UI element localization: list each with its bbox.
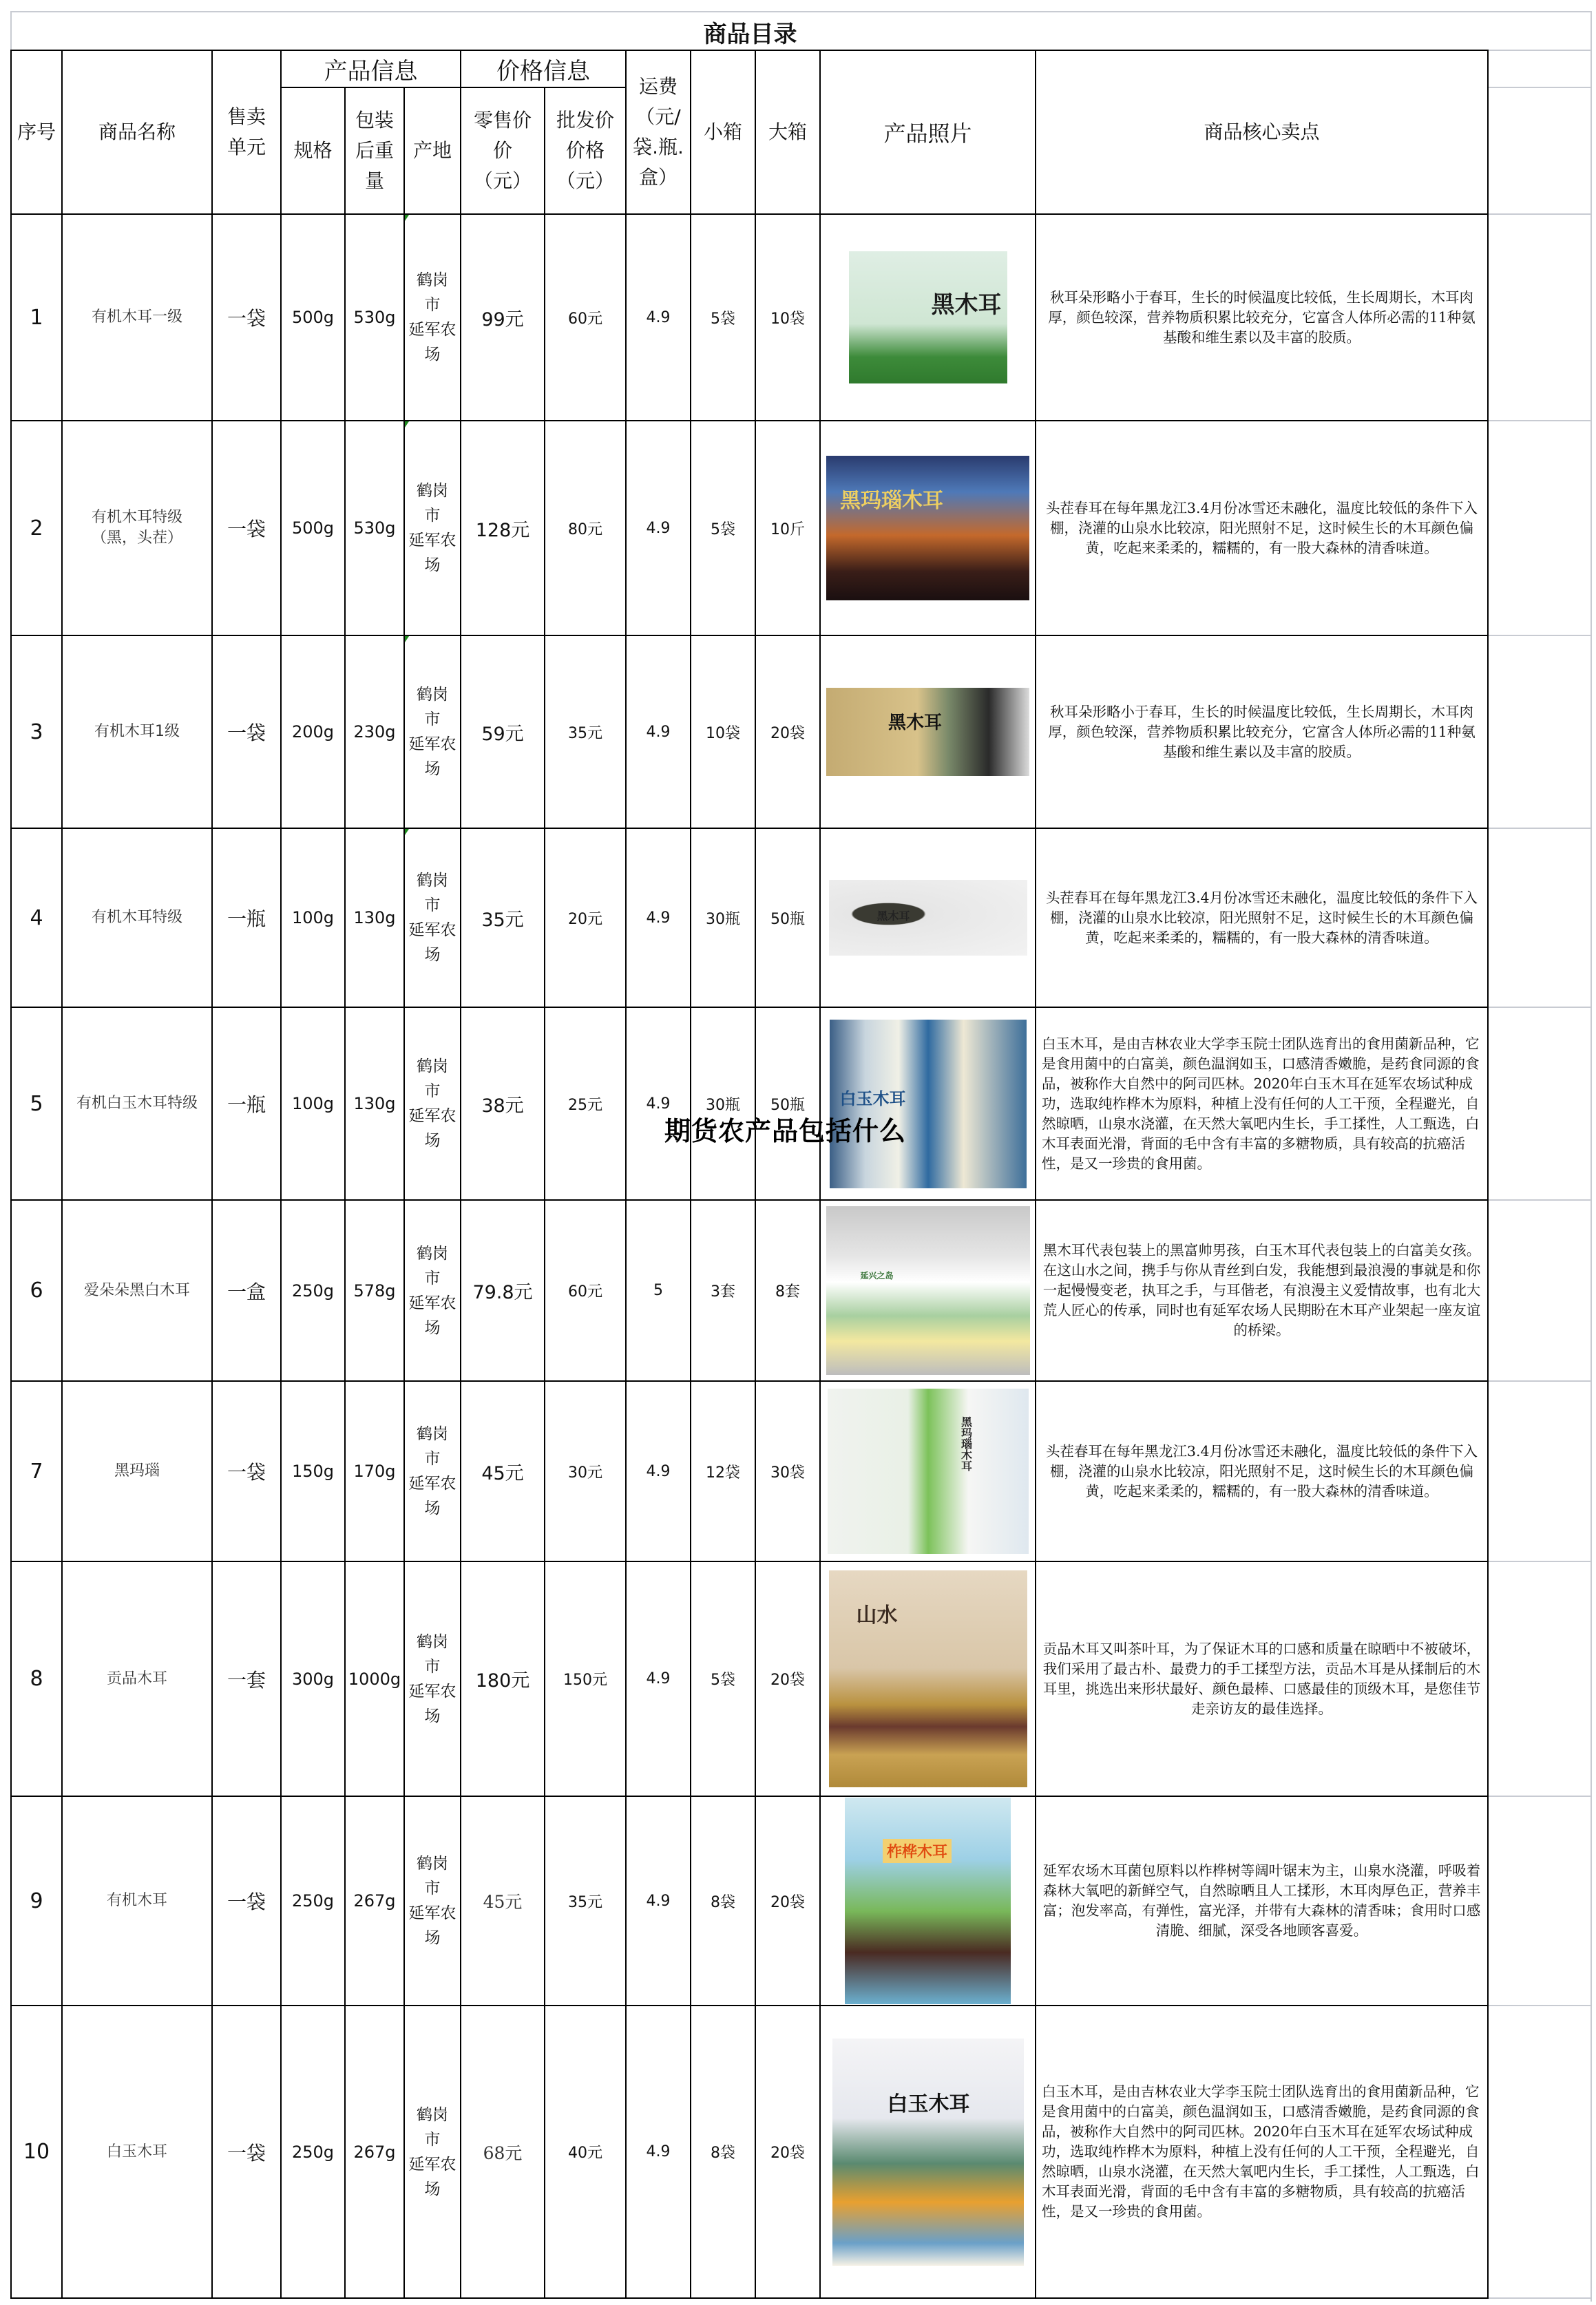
cell-large-box: 20袋 [755, 1561, 820, 1796]
cell-origin: 鹤岗 市 延军农 场 [404, 1561, 461, 1796]
photo-label: 黑木耳 [888, 713, 943, 733]
cell-seq: 6 [11, 1200, 62, 1381]
page-title: 商品目录 [703, 20, 797, 48]
cell-selling-point: 延军农场木耳菌包原料以柞桦树等阔叶锯末为主，山泉水浇灌，呼吸着森林大氧吧的新鲜空气，自然晾晒且人工揉形，木耳肉厚色正，营养丰富；泡发率高，有弹性，富光泽，并带有大森林的清香味；食用时口感清脆、细腻，深受各地顾客喜爱。 [1036, 1796, 1488, 2006]
watermark-text: 期货农产品包括什么 [664, 1116, 907, 1146]
grid-line [1487, 1561, 1590, 1562]
cell-origin: 鹤岗 市 延军农 场 [404, 1796, 461, 2006]
grid-line [1487, 1199, 1590, 1201]
cell-spec: 100g [281, 828, 345, 1007]
photo-label: 白玉木耳 [839, 1088, 906, 1108]
cell-large-box: 30袋 [755, 1381, 820, 1561]
cell-origin: 鹤岗 市 延军农 场 [404, 1200, 461, 1381]
cell-photo [820, 1200, 1036, 1381]
comment-marker-icon [405, 636, 409, 642]
grid-line [1487, 1007, 1590, 1008]
cell-selling-point: 白玉木耳，是由吉林农业大学李玉院士团队选育出的食用菌新品种，它是食用菌中的白富美，颜色温润如玉，口感清香嫩脆，是药食同源的食品，被称作大自然中的阿司匹林。2020年白玉木耳在延军农场试种成功，选取纯柞桦木为原料，种植上没有任何的人工干预，全程避光，自然晾晒，山泉水浇灌，在天然大氧吧内生长，手工揉性，人工甄选，白木耳表面光滑，背面的毛中含有丰富的多糖物质，具有较高的抗癌活性，是又一珍贵的食用菌。 [1036, 2006, 1488, 2298]
cell-spec: 100g [281, 1007, 345, 1200]
cell-selling-point: 头茬春耳在每年黑龙江3.4月份冰雪还未融化，温度比较低的条件下入棚，浇灌的山泉水比较凉，阳光照射不足，这时候生长的木耳颜色偏黄，吃起来柔柔的，糯糯的，有一股大森林的清香味道。 [1036, 1381, 1488, 1561]
cell-packed-weight: 267g [345, 1796, 404, 2006]
cell-retail-price: 38元 [461, 1007, 545, 1200]
header-wholesale-price: 批发价 价格 （元） [545, 87, 626, 214]
cell-unit: 一套 [212, 1561, 281, 1796]
header-group-price-info: 价格信息 [461, 50, 626, 87]
cell-wholesale-price: 80元 [545, 421, 626, 635]
cell-seq: 4 [11, 828, 62, 1007]
cell-photo [820, 1007, 1036, 1200]
grid-line [1487, 50, 1590, 51]
product-photo [826, 456, 1029, 600]
cell-seq: 8 [11, 1561, 62, 1796]
cell-origin: 鹤岗 市 延军农 场 [404, 421, 461, 635]
cell-small-box: 30瓶 [691, 1007, 755, 1200]
cell-small-box: 5袋 [691, 421, 755, 635]
cell-wholesale-price: 30元 [545, 1381, 626, 1561]
cell-retail-price: 99元 [461, 214, 545, 421]
cell-retail-price: 45元 [461, 1796, 545, 2006]
cell-shipping: 4.9 [626, 1561, 691, 1796]
header-name: 商品名称 [62, 50, 212, 214]
cell-large-box: 20袋 [755, 635, 820, 828]
cell-origin: 鹤岗 市 延军农 场 [404, 2006, 461, 2298]
cell-shipping: 4.9 [626, 421, 691, 635]
header-packed-weight: 包装 后重 量 [345, 87, 404, 214]
cell-small-box: 12袋 [691, 1381, 755, 1561]
cell-seq: 10 [11, 2006, 62, 2298]
header-spec: 规格 [281, 87, 345, 214]
cell-selling-point: 秋耳朵形略小于春耳，生长的时候温度比较低，生长周期长，木耳肉厚，颜色较深，营养物质积累比较充分，它富含人体所必需的11种氨基酸和维生素以及丰富的胶质。 [1036, 214, 1488, 421]
cell-seq: 1 [11, 214, 62, 421]
cell-name: 有机木耳1级 [62, 635, 212, 828]
cell-unit: 一袋 [212, 2006, 281, 2298]
cell-large-box: 20袋 [755, 1796, 820, 2006]
cell-retail-price: 180元 [461, 1561, 545, 1796]
grid-line [1487, 213, 1590, 215]
cell-name: 黑玛瑙 [62, 1381, 212, 1561]
cell-seq: 3 [11, 635, 62, 828]
product-photo [832, 2039, 1024, 2266]
grid-line [1487, 87, 1590, 88]
cell-retail-price: 79.8元 [461, 1200, 545, 1381]
cell-large-box: 10斤 [755, 421, 820, 635]
comment-marker-icon [405, 215, 409, 221]
product-catalog-table [10, 50, 1489, 2299]
photo-label: 黑玛瑙木耳 [959, 1416, 973, 1471]
cell-small-box: 5袋 [691, 214, 755, 421]
cell-wholesale-price: 35元 [545, 1796, 626, 2006]
cell-origin: 鹤岗 市 延军农 场 [404, 635, 461, 828]
cell-unit: 一袋 [212, 421, 281, 635]
cell-photo [820, 2006, 1036, 2298]
cell-spec: 250g [281, 2006, 345, 2298]
header-origin: 产地 [404, 87, 461, 214]
photo-label: 山水 [856, 1603, 898, 1628]
cell-photo [820, 1381, 1036, 1561]
cell-small-box: 8袋 [691, 2006, 755, 2298]
cell-name: 爱朵朵黑白木耳 [62, 1200, 212, 1381]
cell-shipping: 4.9 [626, 1796, 691, 2006]
cell-unit: 一袋 [212, 1796, 281, 2006]
header-unit: 售卖 单元 [212, 50, 281, 214]
cell-large-box: 50瓶 [755, 1007, 820, 1200]
cell-name: 有机白玉木耳特级 [62, 1007, 212, 1200]
cell-shipping: 4.9 [626, 214, 691, 421]
spreadsheet-empty-column [1487, 11, 1592, 2302]
grid-line [1487, 2297, 1590, 2299]
table-row [11, 1561, 1488, 1796]
grid-line [1487, 1796, 1590, 1797]
header-large-box: 大箱 [755, 50, 820, 214]
table-row [11, 2006, 1488, 2298]
header-group-product-info: 产品信息 [281, 50, 461, 87]
cell-spec: 150g [281, 1381, 345, 1561]
cell-selling-point: 白玉木耳，是由吉林农业大学李玉院士团队选育出的食用菌新品种，它是食用菌中的白富美，颜色温润如玉，口感清香嫩脆，是药食同源的食品，被称作大自然中的阿司匹林。2020年白玉木耳在延军农场试种成功，选取纯柞桦木为原料，种植上没有任何的人工干预，全程避光，自然晾晒，山泉水浇灌，在天然大氧吧内生长，手工揉性，人工甄选，白木耳表面光滑，背面的毛中含有丰富的多糖物质，具有较高的抗癌活性，是又一珍贵的食用菌。 [1036, 1007, 1488, 1200]
cell-selling-point: 秋耳朵形略小于春耳，生长的时候温度比较低，生长周期长，木耳肉厚，颜色较深，营养物质积累比较充分，它富含人体所必需的11种氨基酸和维生素以及丰富的胶质。 [1036, 635, 1488, 828]
header-small-box: 小箱 [691, 50, 755, 214]
cell-packed-weight: 130g [345, 1007, 404, 1200]
cell-packed-weight: 530g [345, 214, 404, 421]
product-photo [826, 1206, 1030, 1375]
comment-marker-icon [405, 829, 409, 835]
cell-wholesale-price: 60元 [545, 214, 626, 421]
cell-selling-point: 黑木耳代表包装上的黑富帅男孩，白玉木耳代表包装上的白富美女孩。在这山水之间，携手与你从青丝到白发，我能想到最浪漫的事就是和你一起慢慢变老，执耳之手，与耳偕老，有浪漫主义爱情故事，也有北大荒人匠心的传承，同时也有延军农场人民期盼在木耳产业架起一座友谊的桥梁。 [1036, 1200, 1488, 1381]
cell-small-box: 5袋 [691, 1561, 755, 1796]
photo-label: 黑玛瑙木耳 [840, 489, 943, 513]
product-photo [829, 880, 1027, 956]
cell-large-box: 10袋 [755, 214, 820, 421]
table-row [11, 1007, 1488, 1200]
cell-wholesale-price: 40元 [545, 2006, 626, 2298]
cell-wholesale-price: 60元 [545, 1200, 626, 1381]
product-photo [828, 1389, 1029, 1554]
cell-packed-weight: 267g [345, 2006, 404, 2298]
cell-spec: 500g [281, 214, 345, 421]
cell-photo [820, 828, 1036, 1007]
photo-label: 黑木耳 [931, 291, 1002, 319]
cell-shipping: 4.9 [626, 1381, 691, 1561]
cell-photo [820, 421, 1036, 635]
cell-unit: 一瓶 [212, 1007, 281, 1200]
cell-origin: 鹤岗 市 延军农 场 [404, 1381, 461, 1561]
cell-photo [820, 635, 1036, 828]
cell-large-box: 50瓶 [755, 828, 820, 1007]
header-seq: 序号 [11, 50, 62, 214]
cell-seq: 7 [11, 1381, 62, 1561]
cell-selling-point: 头茬春耳在每年黑龙江3.4月份冰雪还未融化，温度比较低的条件下入棚，浇灌的山泉水比较凉，阳光照射不足，这时候生长的木耳颜色偏黄，吃起来柔柔的，糯糯的，有一股大森林的清香味道。 [1036, 421, 1488, 635]
cell-packed-weight: 130g [345, 828, 404, 1007]
cell-seq: 5 [11, 1007, 62, 1200]
table-row [11, 214, 1488, 421]
cell-name: 贡品木耳 [62, 1561, 212, 1796]
photo-label: 延兴之岛 [860, 1271, 894, 1281]
cell-seq: 9 [11, 1796, 62, 2006]
cell-selling-point: 头茬春耳在每年黑龙江3.4月份冰雪还未融化，温度比较低的条件下入棚，浇灌的山泉水比较凉，阳光照射不足，这时候生长的木耳颜色偏黄，吃起来柔柔的，糯糯的，有一股大森林的清香味道。 [1036, 828, 1488, 1007]
photo-label: 柞桦木耳 [883, 1839, 952, 1863]
product-photo [829, 1570, 1027, 1787]
cell-name: 有机木耳特级 [62, 828, 212, 1007]
cell-wholesale-price: 20元 [545, 828, 626, 1007]
cell-small-box: 30瓶 [691, 828, 755, 1007]
cell-name: 有机木耳特级 （黑，头茬） [62, 421, 212, 635]
cell-origin: 鹤岗 市 延军农 场 [404, 1007, 461, 1200]
product-photo [849, 251, 1007, 383]
cell-large-box: 20袋 [755, 2006, 820, 2298]
product-photo [830, 1020, 1027, 1188]
cell-packed-weight: 530g [345, 421, 404, 635]
grid-line [1487, 635, 1590, 636]
cell-spec: 200g [281, 635, 345, 828]
table-row [11, 635, 1488, 828]
cell-small-box: 10袋 [691, 635, 755, 828]
cell-small-box: 3套 [691, 1200, 755, 1381]
cell-shipping: 4.9 [626, 635, 691, 828]
cell-packed-weight: 578g [345, 1200, 404, 1381]
cell-shipping: 4.9 [626, 828, 691, 1007]
cell-packed-weight: 230g [345, 635, 404, 828]
cell-unit: 一袋 [212, 214, 281, 421]
cell-small-box: 8袋 [691, 1796, 755, 2006]
cell-unit: 一袋 [212, 635, 281, 828]
cell-name: 有机木耳 [62, 1796, 212, 2006]
cell-spec: 300g [281, 1561, 345, 1796]
header-selling-points: 商品核心卖点 [1036, 50, 1488, 214]
product-photo [826, 688, 1029, 776]
cell-retail-price: 68元 [461, 2006, 545, 2298]
cell-origin: 鹤岗 市 延军农 场 [404, 828, 461, 1007]
grid-line [1487, 828, 1590, 829]
cell-packed-weight: 1000g [345, 1561, 404, 1796]
cell-selling-point: 贡品木耳又叫茶叶耳，为了保证木耳的口感和质量在晾晒中不被破坏，我们采用了最古朴、最费力的手工揉型方法，贡品木耳是从揉制后的木耳里，挑选出来形状最好、颜色最棒、口感最佳的顶级木耳，是您佳节走亲访友的最佳选择。 [1036, 1561, 1488, 1796]
cell-origin: 鹤岗 市 延军农 场 [404, 214, 461, 421]
cell-name: 白玉木耳 [62, 2006, 212, 2298]
cell-unit: 一盒 [212, 1200, 281, 1381]
cell-wholesale-price: 35元 [545, 635, 626, 828]
cell-shipping: 4.9 [626, 1007, 691, 1200]
catalog-title [10, 11, 1489, 51]
cell-large-box: 8套 [755, 1200, 820, 1381]
table-row [11, 421, 1488, 635]
header-photo: 产品照片 [820, 50, 1036, 214]
cell-spec: 250g [281, 1200, 345, 1381]
table-row [11, 1796, 1488, 2006]
cell-spec: 250g [281, 1796, 345, 2006]
grid-line [1487, 2005, 1590, 2006]
cell-seq: 2 [11, 421, 62, 635]
cell-retail-price: 128元 [461, 421, 545, 635]
product-photo [845, 1798, 1011, 2004]
photo-label: 黑木耳 [876, 909, 910, 923]
cell-shipping: 5 [626, 1200, 691, 1381]
table-row [11, 828, 1488, 1007]
cell-name: 有机木耳一级 [62, 214, 212, 421]
cell-packed-weight: 170g [345, 1381, 404, 1561]
cell-photo [820, 1796, 1036, 2006]
cell-wholesale-price: 150元 [545, 1561, 626, 1796]
cell-photo [820, 1561, 1036, 1796]
cell-wholesale-price: 25元 [545, 1007, 626, 1200]
cell-unit: 一瓶 [212, 828, 281, 1007]
cell-spec: 500g [281, 421, 345, 635]
grid-line [1487, 420, 1590, 421]
header-retail-price: 零售价 价 （元） [461, 87, 545, 214]
cell-retail-price: 45元 [461, 1381, 545, 1561]
comment-marker-icon [405, 421, 409, 428]
photo-label: 白玉木耳 [887, 2092, 970, 2116]
grid-line [1487, 1380, 1590, 1382]
cell-retail-price: 59元 [461, 635, 545, 828]
cell-photo [820, 214, 1036, 421]
header-shipping: 运费 （元/ 袋.瓶. 盒） [626, 50, 691, 214]
cell-retail-price: 35元 [461, 828, 545, 1007]
table-row [11, 1381, 1488, 1561]
table-row [11, 1200, 1488, 1381]
cell-shipping: 4.9 [626, 2006, 691, 2298]
cell-unit: 一袋 [212, 1381, 281, 1561]
